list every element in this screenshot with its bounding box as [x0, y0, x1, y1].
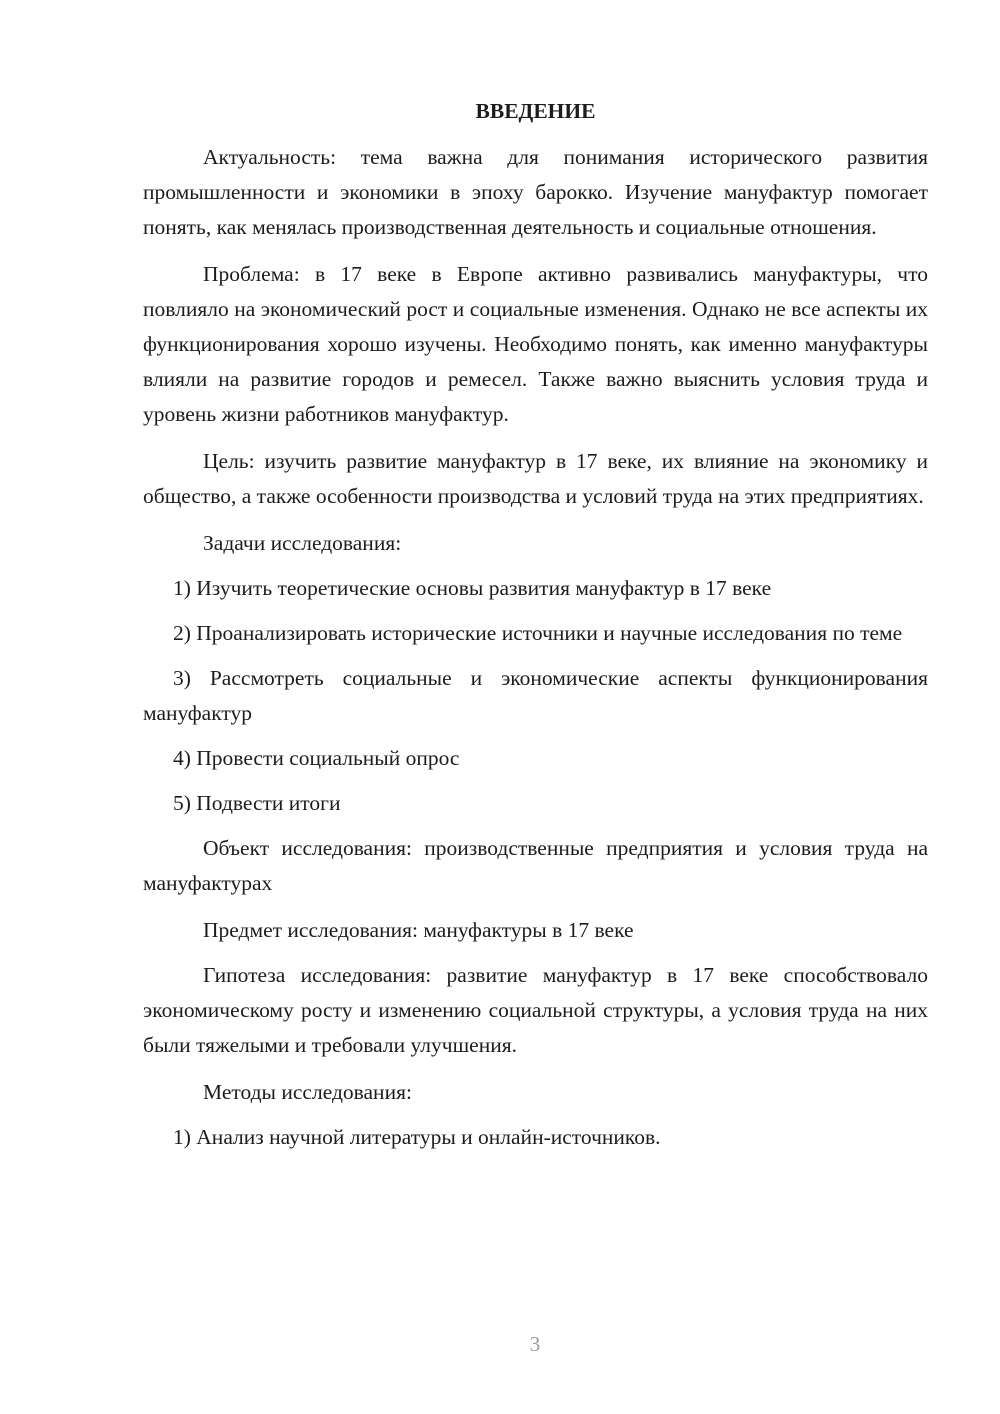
methods-heading: Методы исследования: [203, 1080, 412, 1104]
subject-paragraph: Предмет исследования: мануфактуры в 17 веке [203, 918, 634, 942]
problem-paragraph: Проблема: в 17 веке в Европе активно развивались мануфактуры, что повлияло на экономический рост и социальные изменения. Однако не все аспекты их функционирования хорошо изучены. Необходимо понять, как именно мануфактуры влияли на развитие городов и ремесел. Также важно выяснить условия труда и уровень жизни работников мануфактур. [143, 262, 928, 426]
task-item: 1) Изучить теоретические основы развития мануфактур в 17 веке [173, 576, 772, 600]
object-paragraph: Объект исследования: производственные предприятия и условия труда на мануфактурах [143, 836, 928, 895]
section-title: ВВЕДЕНИЕ [475, 99, 596, 123]
task-item: 2) Проанализировать исторические источники и научные исследования по теме [173, 621, 903, 645]
goal-paragraph: Цель: изучить развитие мануфактур в 17 веке, их влияние на экономику и общество, а также особенности производства и условий труда на этих предприятиях. [143, 449, 928, 508]
task-item: 5) Подвести итоги [173, 791, 341, 815]
relevance-paragraph: Актуальность: тема важна для понимания исторического развития промышленности и экономики в эпоху барокко. Изучение мануфактур помогает понять, как менялась производственная деятельность и социальные отношения. [143, 145, 928, 239]
task-item: 4) Провести социальный опрос [173, 746, 460, 770]
task-item: 3) Рассмотреть социальные и экономические аспекты функционирования мануфактур [143, 666, 928, 725]
methods-list [143, 1120, 928, 1155]
page-number: 3 [529, 1332, 541, 1356]
tasks-list [143, 571, 928, 821]
tasks-heading: Задачи исследования: [203, 531, 402, 555]
method-item: 1) Анализ научной литературы и онлайн-источников. [173, 1125, 661, 1149]
page-content [143, 96, 928, 1165]
hypothesis-paragraph: Гипотеза исследования: развитие мануфактур в 17 веке способствовало экономическому росту и изменению социальной структуры, а условия труда на них были тяжелыми и требовали улучшения. [143, 963, 928, 1057]
